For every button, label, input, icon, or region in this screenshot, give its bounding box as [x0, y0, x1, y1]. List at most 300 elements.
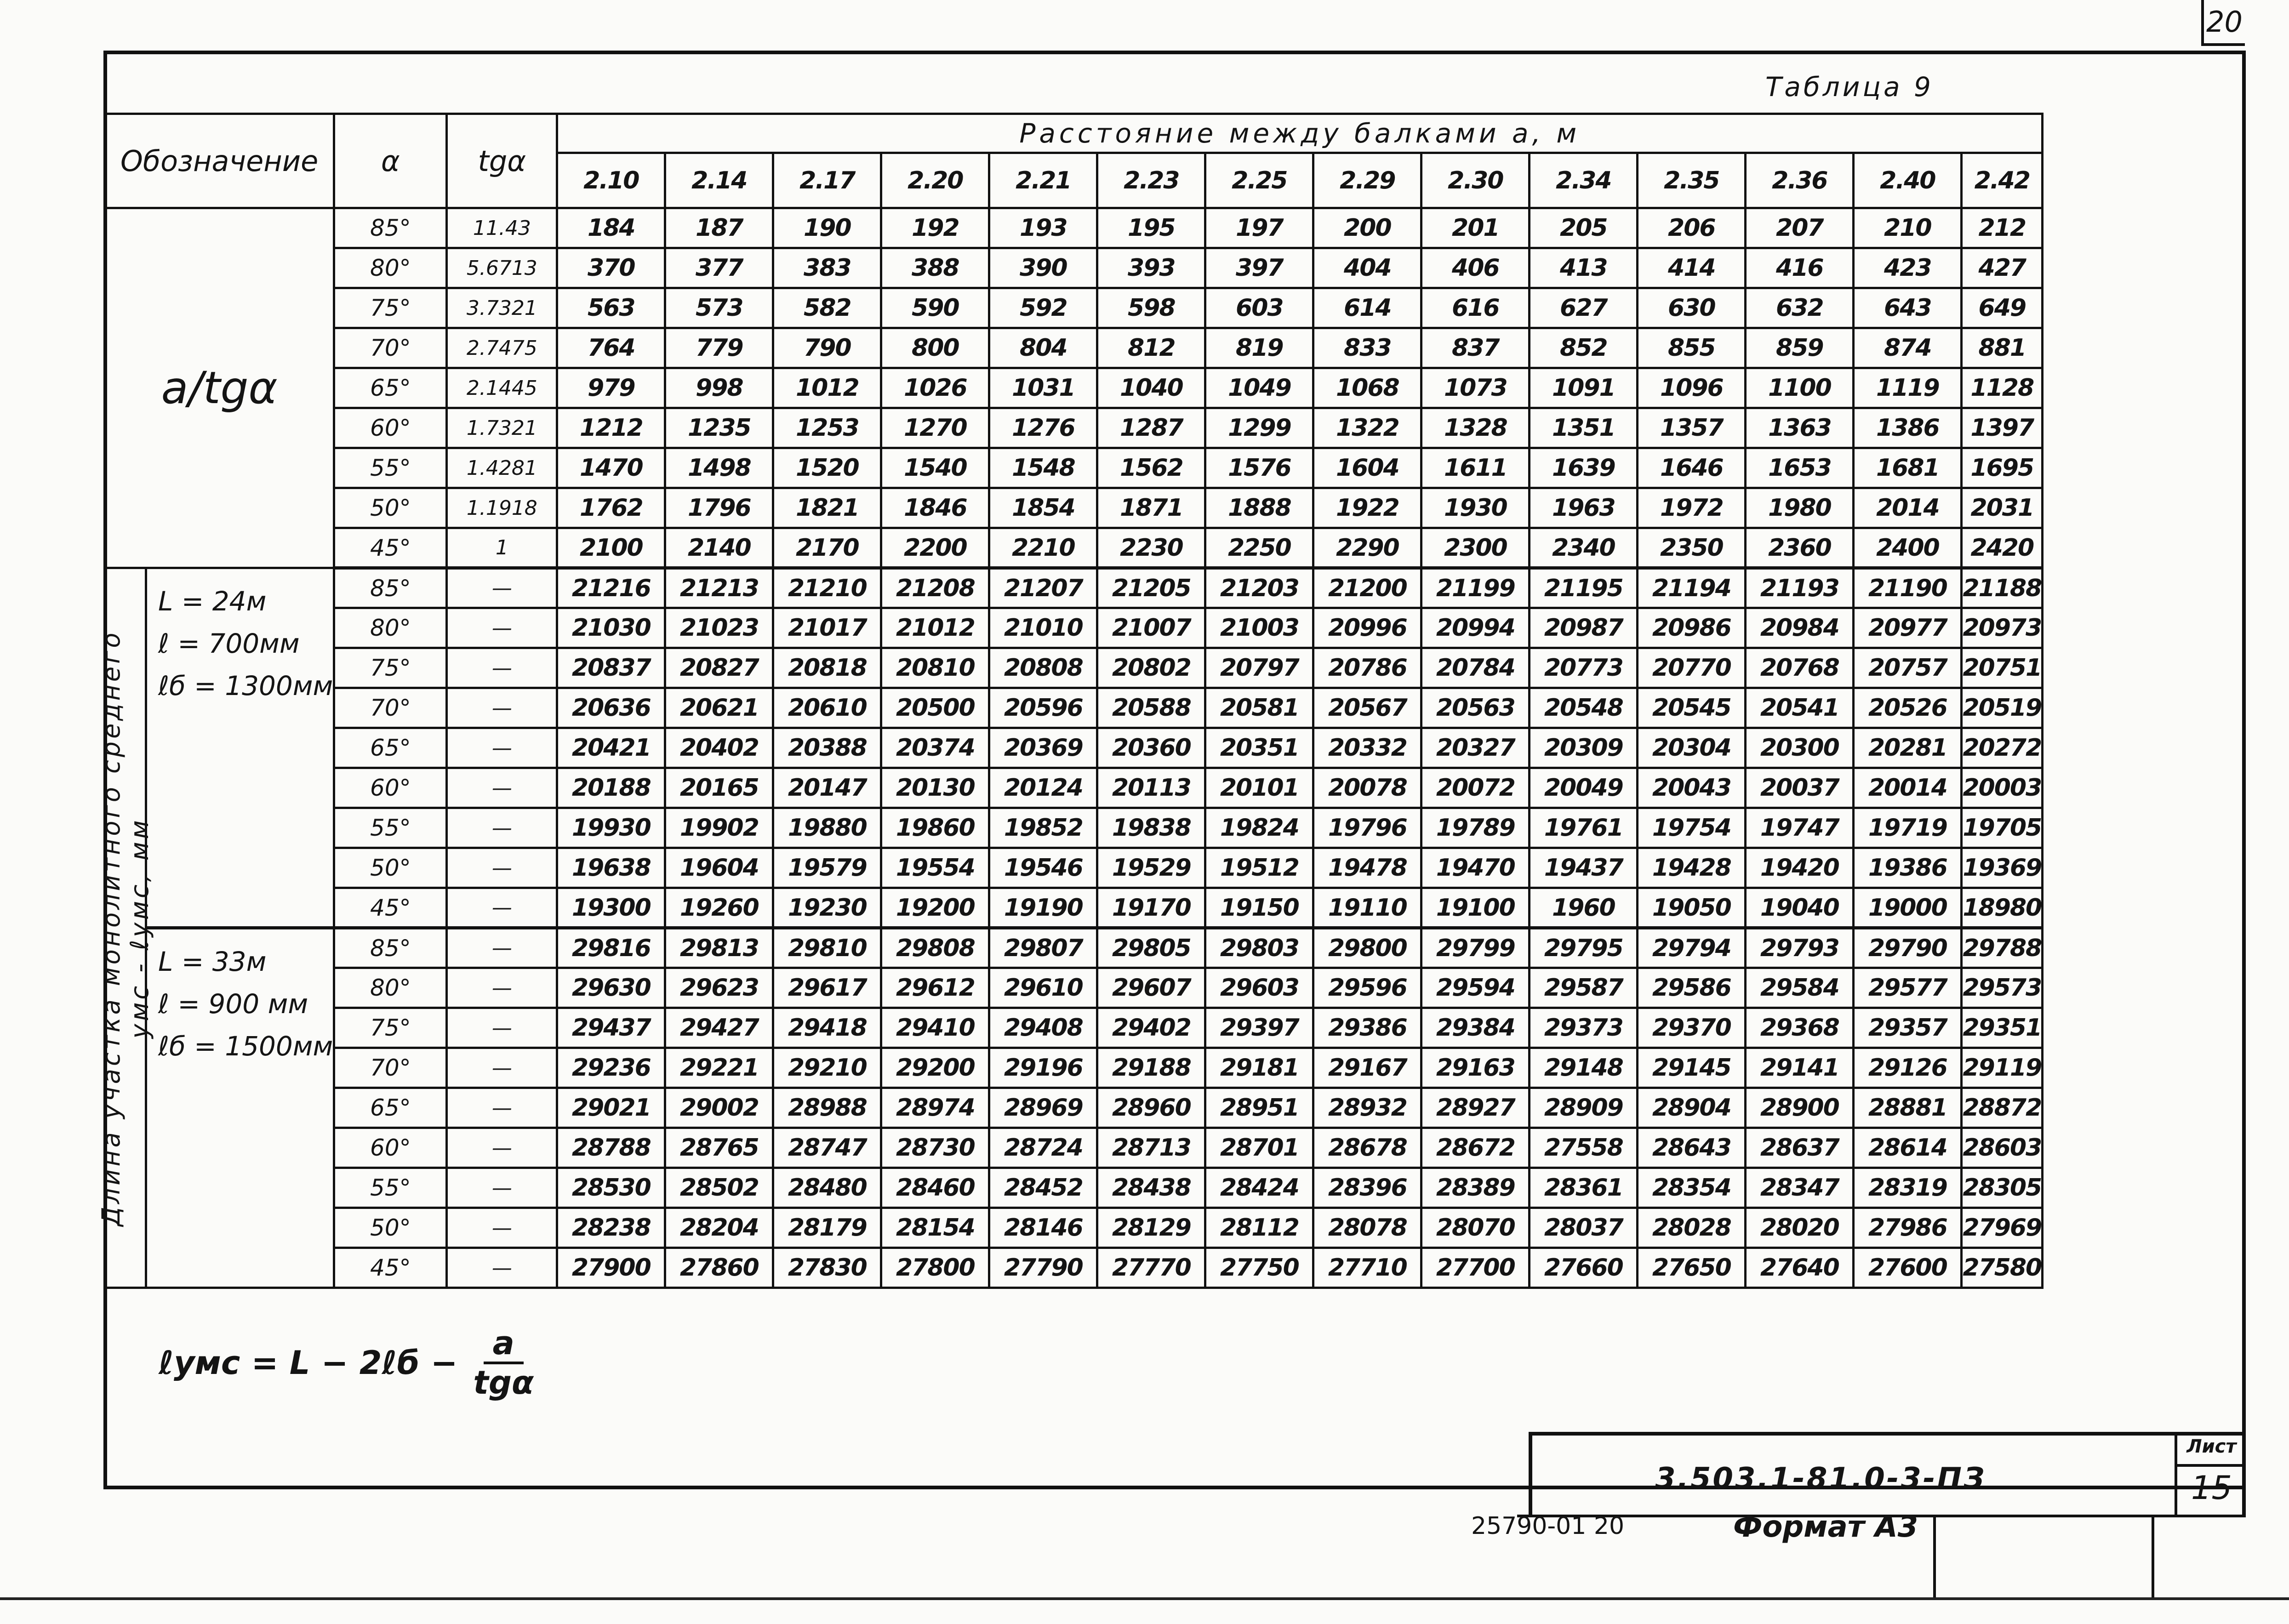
value-cell: 764: [557, 328, 665, 368]
distance-header: 2.25: [1205, 153, 1313, 208]
value-cell: 21003: [1205, 608, 1313, 648]
value-cell: 1351: [1530, 408, 1638, 448]
value-cell: 20994: [1421, 608, 1530, 648]
value-cell: 29397: [1205, 1008, 1313, 1048]
value-cell: 1871: [1097, 488, 1205, 528]
angle-cell: 45°: [334, 888, 447, 928]
value-cell: 29386: [1313, 1008, 1421, 1048]
value-cell: 20014: [1854, 768, 1962, 808]
value-cell: 20351: [1205, 728, 1313, 768]
value-cell: 29145: [1638, 1048, 1746, 1088]
tg-cell: —: [447, 648, 557, 688]
value-cell: 20388: [773, 728, 881, 768]
value-cell: 20757: [1854, 648, 1962, 688]
value-cell: 20984: [1746, 608, 1854, 648]
value-cell: 19200: [881, 888, 989, 928]
value-cell: 20596: [989, 688, 1097, 728]
value-cell: 29427: [665, 1008, 773, 1048]
value-cell: 19437: [1530, 848, 1638, 888]
angle-cell: 60°: [334, 408, 447, 448]
angle-cell: 75°: [334, 1008, 447, 1048]
value-cell: 19838: [1097, 808, 1205, 848]
copy-number: 25790-01 20: [1471, 1512, 1625, 1540]
value-cell: 184: [557, 208, 665, 248]
value-cell: 19170: [1097, 888, 1205, 928]
value-cell: 28361: [1530, 1168, 1638, 1208]
value-cell: 29370: [1638, 1008, 1746, 1048]
value-cell: 1322: [1313, 408, 1421, 448]
value-cell: 28603: [1962, 1128, 2043, 1168]
value-cell: 598: [1097, 288, 1205, 328]
table-row: [105, 1248, 2043, 1288]
value-cell: 21200: [1313, 568, 1421, 608]
distance-header: 2.10: [557, 153, 665, 208]
value-cell: 2210: [989, 528, 1097, 568]
value-cell: 28389: [1421, 1168, 1530, 1208]
value-cell: 19852: [989, 808, 1097, 848]
value-cell: 21216: [557, 568, 665, 608]
value-cell: 1562: [1097, 448, 1205, 488]
value-cell: 27900: [557, 1248, 665, 1288]
distance-header: 2.14: [665, 153, 773, 208]
angle-cell: 85°: [334, 568, 447, 608]
table-row: [105, 408, 2043, 448]
value-cell: 804: [989, 328, 1097, 368]
value-cell: 1548: [989, 448, 1097, 488]
value-cell: 1653: [1746, 448, 1854, 488]
value-cell: 21208: [881, 568, 989, 608]
value-cell: 201: [1421, 208, 1530, 248]
tg-cell: —: [447, 1088, 557, 1128]
value-cell: 19100: [1421, 888, 1530, 928]
value-cell: 29805: [1097, 928, 1205, 968]
value-cell: 20327: [1421, 728, 1530, 768]
value-cell: 1963: [1530, 488, 1638, 528]
value-cell: 2170: [773, 528, 881, 568]
formula-denominator: tgα: [473, 1364, 534, 1402]
formula-lhs: ℓумс = L − 2ℓб −: [159, 1344, 458, 1382]
value-cell: 28204: [665, 1208, 773, 1248]
value-cell: 28909: [1530, 1088, 1638, 1128]
angle-cell: 70°: [334, 328, 447, 368]
value-cell: 206: [1638, 208, 1746, 248]
value-cell: 28614: [1854, 1128, 1962, 1168]
value-cell: 20500: [881, 688, 989, 728]
value-cell: 2200: [881, 528, 989, 568]
value-cell: 2140: [665, 528, 773, 568]
header-span-title: Расстояние между балками a, м: [557, 114, 2043, 153]
value-cell: 837: [1421, 328, 1530, 368]
header-row: [105, 114, 2043, 153]
value-cell: 28305: [1962, 1168, 2043, 1208]
tg-cell: 1.1918: [447, 488, 557, 528]
group_b-params: L = 24м ℓ = 700мм ℓб = 1300мм: [146, 568, 334, 928]
distance-header: 2.34: [1530, 153, 1638, 208]
value-cell: 28129: [1097, 1208, 1205, 1248]
value-cell: 207: [1746, 208, 1854, 248]
value-cell: 28354: [1638, 1168, 1746, 1208]
value-cell: 20977: [1854, 608, 1962, 648]
formula-fraction: [464, 1325, 543, 1401]
value-cell: 28637: [1746, 1128, 1854, 1168]
value-cell: 423: [1854, 248, 1962, 288]
tg-cell: —: [447, 1008, 557, 1048]
value-cell: 28988: [773, 1088, 881, 1128]
value-cell: 20130: [881, 768, 989, 808]
value-cell: 20541: [1746, 688, 1854, 728]
header-alpha: α: [334, 114, 447, 208]
value-cell: 27830: [773, 1248, 881, 1288]
value-cell: 427: [1962, 248, 2043, 288]
vertical-label-cell: [96, 568, 154, 1288]
value-cell: 1128: [1962, 368, 2043, 408]
sheet-corner-number: 20: [2201, 0, 2245, 46]
value-cell: 1972: [1638, 488, 1746, 528]
value-cell: 21199: [1421, 568, 1530, 608]
value-cell: 29402: [1097, 1008, 1205, 1048]
value-cell: 21193: [1746, 568, 1854, 608]
angle-cell: 65°: [334, 1088, 447, 1128]
value-cell: 29807: [989, 928, 1097, 968]
table-row: [105, 608, 2043, 648]
value-cell: 187: [665, 208, 773, 248]
value-cell: 1119: [1854, 368, 1962, 408]
value-cell: 643: [1854, 288, 1962, 328]
value-cell: 28438: [1097, 1168, 1205, 1208]
tg-cell: 1.4281: [447, 448, 557, 488]
value-cell: 28028: [1638, 1208, 1746, 1248]
angle-cell: 75°: [334, 648, 447, 688]
angle-cell: 85°: [334, 928, 447, 968]
value-cell: 20797: [1205, 648, 1313, 688]
angle-cell: 45°: [334, 528, 447, 568]
vertical-label: Длина участка монолитного среднего умс - ℓумс, мм: [96, 630, 154, 1226]
data-table: [96, 113, 2044, 1289]
table-row: [105, 808, 2043, 848]
value-cell: 20078: [1313, 768, 1421, 808]
value-cell: 19470: [1421, 848, 1530, 888]
value-cell: 29603: [1205, 968, 1313, 1008]
value-cell: 21207: [989, 568, 1097, 608]
value-cell: 19529: [1097, 848, 1205, 888]
tg-cell: —: [447, 1048, 557, 1088]
value-cell: 29794: [1638, 928, 1746, 968]
group_c-params: L = 33м ℓ = 900 мм ℓб = 1500мм: [146, 928, 334, 1288]
value-cell: 1639: [1530, 448, 1638, 488]
value-cell: 28530: [557, 1168, 665, 1208]
value-cell: 20621: [665, 688, 773, 728]
value-cell: 19000: [1854, 888, 1962, 928]
value-cell: 29610: [989, 968, 1097, 1008]
value-cell: 28319: [1854, 1168, 1962, 1208]
value-cell: 19604: [665, 848, 773, 888]
tg-cell: —: [447, 888, 557, 928]
sheet-label: Лист: [2177, 1432, 2246, 1467]
value-cell: 19386: [1854, 848, 1962, 888]
sheet-cell: [2175, 1432, 2246, 1515]
value-cell: 383: [773, 248, 881, 288]
table-row: [105, 448, 2043, 488]
value-cell: 20986: [1638, 608, 1746, 648]
value-cell: 20770: [1638, 648, 1746, 688]
value-cell: 20072: [1421, 768, 1530, 808]
tg-cell: —: [447, 728, 557, 768]
value-cell: 20272: [1962, 728, 2043, 768]
value-cell: 20818: [773, 648, 881, 688]
formula: [159, 1326, 543, 1400]
value-cell: 20802: [1097, 648, 1205, 688]
value-cell: 29126: [1854, 1048, 1962, 1088]
angle-cell: 80°: [334, 968, 447, 1008]
value-cell: 20281: [1854, 728, 1962, 768]
table-row: [105, 1128, 2043, 1168]
value-cell: 27650: [1638, 1248, 1746, 1288]
table-row: [105, 528, 2043, 568]
value-cell: 20037: [1746, 768, 1854, 808]
value-cell: 29594: [1421, 968, 1530, 1008]
value-cell: 20402: [665, 728, 773, 768]
value-cell: 19478: [1313, 848, 1421, 888]
value-cell: 205: [1530, 208, 1638, 248]
value-cell: 19512: [1205, 848, 1313, 888]
value-cell: 603: [1205, 288, 1313, 328]
group-label-a-over-tg: a/tgα: [105, 208, 334, 568]
value-cell: 29221: [665, 1048, 773, 1088]
value-cell: 19050: [1638, 888, 1746, 928]
value-cell: 19719: [1854, 808, 1962, 848]
value-cell: 19420: [1746, 848, 1854, 888]
value-cell: 998: [665, 368, 773, 408]
value-cell: 20526: [1854, 688, 1962, 728]
value-cell: 29790: [1854, 928, 1962, 968]
value-cell: 1646: [1638, 448, 1746, 488]
value-cell: 28974: [881, 1088, 989, 1128]
value-cell: 28765: [665, 1128, 773, 1168]
value-cell: 632: [1746, 288, 1854, 328]
value-cell: 21195: [1530, 568, 1638, 608]
value-cell: 393: [1097, 248, 1205, 288]
angle-cell: 65°: [334, 368, 447, 408]
value-cell: 19546: [989, 848, 1097, 888]
value-cell: 29587: [1530, 968, 1638, 1008]
value-cell: 20768: [1746, 648, 1854, 688]
value-cell: 19040: [1746, 888, 1854, 928]
value-cell: 979: [557, 368, 665, 408]
value-cell: 28969: [989, 1088, 1097, 1128]
value-cell: 370: [557, 248, 665, 288]
value-cell: 19428: [1638, 848, 1746, 888]
value-cell: 20003: [1962, 768, 2043, 808]
value-cell: 1270: [881, 408, 989, 448]
value-cell: 1328: [1421, 408, 1530, 448]
value-cell: 1695: [1962, 448, 2043, 488]
value-cell: 406: [1421, 248, 1530, 288]
value-cell: 19300: [557, 888, 665, 928]
value-cell: 29584: [1746, 968, 1854, 1008]
value-cell: 21007: [1097, 608, 1205, 648]
value-cell: 29410: [881, 1008, 989, 1048]
value-cell: 28502: [665, 1168, 773, 1208]
value-cell: 29188: [1097, 1048, 1205, 1088]
value-cell: 27660: [1530, 1248, 1638, 1288]
value-cell: 28452: [989, 1168, 1097, 1208]
value-cell: 1498: [665, 448, 773, 488]
value-cell: 20519: [1962, 688, 2043, 728]
value-cell: 2290: [1313, 528, 1421, 568]
table-row: [105, 768, 2043, 808]
angle-cell: 60°: [334, 1128, 447, 1168]
value-cell: 28927: [1421, 1088, 1530, 1128]
value-cell: 649: [1962, 288, 2043, 328]
value-cell: 21188: [1962, 568, 2043, 608]
value-cell: 1299: [1205, 408, 1313, 448]
table-row: [105, 848, 2043, 888]
angle-cell: 55°: [334, 808, 447, 848]
value-cell: 812: [1097, 328, 1205, 368]
value-cell: 29148: [1530, 1048, 1638, 1088]
value-cell: 28112: [1205, 1208, 1313, 1248]
tg-cell: —: [447, 688, 557, 728]
value-cell: 29788: [1962, 928, 2043, 968]
value-cell: 21203: [1205, 568, 1313, 608]
value-cell: 29196: [989, 1048, 1097, 1088]
value-cell: 2340: [1530, 528, 1638, 568]
value-cell: 28154: [881, 1208, 989, 1248]
table-row: [105, 928, 2043, 968]
distance-header: 2.21: [989, 153, 1097, 208]
value-cell: 779: [665, 328, 773, 368]
value-cell: 29181: [1205, 1048, 1313, 1088]
value-cell: 20610: [773, 688, 881, 728]
value-cell: 21205: [1097, 568, 1205, 608]
distance-header: 2.23: [1097, 153, 1205, 208]
value-cell: 27580: [1962, 1248, 2043, 1288]
value-cell: 28020: [1746, 1208, 1854, 1248]
value-cell: 1363: [1746, 408, 1854, 448]
value-cell: 21190: [1854, 568, 1962, 608]
value-cell: 19369: [1962, 848, 2043, 888]
value-cell: 29623: [665, 968, 773, 1008]
value-cell: 21213: [665, 568, 773, 608]
distance-header: 2.40: [1854, 153, 1962, 208]
value-cell: 28872: [1962, 1088, 2043, 1128]
value-cell: 19638: [557, 848, 665, 888]
value-cell: 19150: [1205, 888, 1313, 928]
table-row: [105, 248, 2043, 288]
value-cell: 1386: [1854, 408, 1962, 448]
value-cell: 28396: [1313, 1168, 1421, 1208]
angle-cell: 55°: [334, 448, 447, 488]
value-cell: 1040: [1097, 368, 1205, 408]
value-cell: 21010: [989, 608, 1097, 648]
value-cell: 20808: [989, 648, 1097, 688]
value-cell: 1235: [665, 408, 773, 448]
bottom-rule: [0, 1597, 2289, 1600]
tg-cell: —: [447, 848, 557, 888]
value-cell: 197: [1205, 208, 1313, 248]
value-cell: 19747: [1746, 808, 1854, 848]
distance-header: 2.30: [1421, 153, 1530, 208]
angle-cell: 70°: [334, 688, 447, 728]
table-row: [105, 328, 2043, 368]
value-cell: 29630: [557, 968, 665, 1008]
value-cell: 29803: [1205, 928, 1313, 968]
value-cell: 20973: [1962, 608, 2043, 648]
value-cell: 193: [989, 208, 1097, 248]
value-cell: 28900: [1746, 1088, 1854, 1128]
value-cell: 20751: [1962, 648, 2043, 688]
value-cell: 27969: [1962, 1208, 2043, 1248]
value-cell: 19190: [989, 888, 1097, 928]
value-cell: 1604: [1313, 448, 1421, 488]
value-cell: 28951: [1205, 1088, 1313, 1128]
value-cell: 1930: [1421, 488, 1530, 528]
value-cell: 21030: [557, 608, 665, 648]
value-cell: 27558: [1530, 1128, 1638, 1168]
value-cell: 1922: [1313, 488, 1421, 528]
value-cell: 20773: [1530, 648, 1638, 688]
value-cell: 20309: [1530, 728, 1638, 768]
value-cell: 2360: [1746, 528, 1854, 568]
value-cell: 833: [1313, 328, 1421, 368]
value-cell: 20124: [989, 768, 1097, 808]
table-row: [105, 1208, 2043, 1248]
tg-cell: 2.7475: [447, 328, 557, 368]
value-cell: 20165: [665, 768, 773, 808]
value-cell: 20996: [1313, 608, 1421, 648]
value-cell: 20043: [1638, 768, 1746, 808]
value-cell: 20360: [1097, 728, 1205, 768]
angle-cell: 80°: [334, 248, 447, 288]
value-cell: 1520: [773, 448, 881, 488]
value-cell: 20101: [1205, 768, 1313, 808]
tg-cell: 1.7321: [447, 408, 557, 448]
value-cell: 28730: [881, 1128, 989, 1168]
value-cell: 28672: [1421, 1128, 1530, 1168]
value-cell: 20188: [557, 768, 665, 808]
value-cell: 1980: [1746, 488, 1854, 528]
value-cell: 29793: [1746, 928, 1854, 968]
value-cell: 27600: [1854, 1248, 1962, 1288]
value-cell: 29418: [773, 1008, 881, 1048]
value-cell: 1031: [989, 368, 1097, 408]
value-cell: 20049: [1530, 768, 1638, 808]
tg-cell: —: [447, 928, 557, 968]
value-cell: 1611: [1421, 448, 1530, 488]
value-cell: 573: [665, 288, 773, 328]
value-cell: 20369: [989, 728, 1097, 768]
value-cell: 29163: [1421, 1048, 1530, 1088]
value-cell: 27640: [1746, 1248, 1854, 1288]
value-cell: 1540: [881, 448, 989, 488]
value-cell: 19705: [1962, 808, 2043, 848]
value-cell: 1960: [1530, 888, 1638, 928]
value-cell: 27750: [1205, 1248, 1313, 1288]
value-cell: 18980: [1962, 888, 2043, 928]
value-cell: 29351: [1962, 1008, 2043, 1048]
value-cell: 2031: [1962, 488, 2043, 528]
value-cell: 29210: [773, 1048, 881, 1088]
value-cell: 28788: [557, 1128, 665, 1168]
strip-divider: [2152, 1515, 2154, 1597]
value-cell: 627: [1530, 288, 1638, 328]
value-cell: 28713: [1097, 1128, 1205, 1168]
formula-numerator: a: [484, 1325, 524, 1364]
angle-cell: 80°: [334, 608, 447, 648]
value-cell: 19930: [557, 808, 665, 848]
table-row: [105, 208, 2043, 248]
value-cell: 20332: [1313, 728, 1421, 768]
